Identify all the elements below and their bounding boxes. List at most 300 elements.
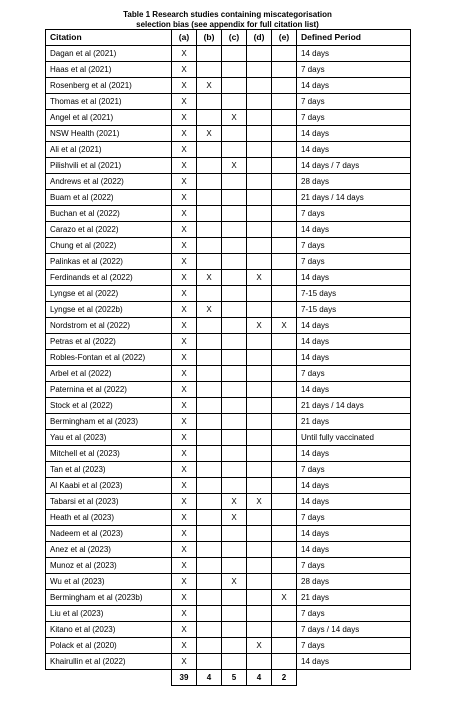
cell-b: X bbox=[197, 270, 222, 286]
cell-a: X bbox=[172, 462, 197, 478]
cell-a: X bbox=[172, 478, 197, 494]
cell-d bbox=[247, 126, 272, 142]
cell-d bbox=[247, 350, 272, 366]
table-row bbox=[46, 222, 411, 238]
cell-defined-period: 7 days bbox=[297, 462, 411, 478]
cell-defined-period: 21 days bbox=[297, 590, 411, 606]
cell-b bbox=[197, 590, 222, 606]
cell-a: X bbox=[172, 286, 197, 302]
cell-e bbox=[272, 398, 297, 414]
cell-defined-period: 14 days bbox=[297, 654, 411, 670]
cell-b bbox=[197, 142, 222, 158]
cell-a: X bbox=[172, 94, 197, 110]
cell-a: X bbox=[172, 654, 197, 670]
cell-citation: Arbel et al (2022) bbox=[46, 366, 172, 382]
cell-b bbox=[197, 430, 222, 446]
cell-c bbox=[222, 478, 247, 494]
table-row bbox=[46, 478, 411, 494]
cell-a: X bbox=[172, 350, 197, 366]
cell-citation: Buchan et al (2022) bbox=[46, 206, 172, 222]
cell-d bbox=[247, 606, 272, 622]
cell-c: X bbox=[222, 494, 247, 510]
cell-defined-period: 14 days bbox=[297, 334, 411, 350]
header-a: (a) bbox=[172, 30, 197, 46]
header-d: (d) bbox=[247, 30, 272, 46]
totals-spacer-right bbox=[297, 670, 411, 686]
cell-d: X bbox=[247, 494, 272, 510]
cell-d bbox=[247, 462, 272, 478]
cell-b: X bbox=[197, 302, 222, 318]
cell-b bbox=[197, 286, 222, 302]
table-row bbox=[46, 350, 411, 366]
cell-c bbox=[222, 46, 247, 62]
cell-b bbox=[197, 478, 222, 494]
cell-a: X bbox=[172, 142, 197, 158]
cell-e bbox=[272, 574, 297, 590]
cell-d bbox=[247, 334, 272, 350]
cell-c bbox=[222, 638, 247, 654]
table-body bbox=[46, 46, 411, 670]
table-row bbox=[46, 206, 411, 222]
cell-defined-period: 7 days bbox=[297, 606, 411, 622]
cell-b bbox=[197, 510, 222, 526]
header-citation: Citation bbox=[46, 30, 172, 46]
table-row bbox=[46, 334, 411, 350]
cell-b bbox=[197, 558, 222, 574]
cell-b bbox=[197, 526, 222, 542]
cell-a: X bbox=[172, 46, 197, 62]
cell-defined-period: 14 days bbox=[297, 78, 411, 94]
cell-d bbox=[247, 206, 272, 222]
cell-defined-period: 14 days bbox=[297, 222, 411, 238]
cell-defined-period: 14 days bbox=[297, 446, 411, 462]
cell-defined-period: 21 days bbox=[297, 414, 411, 430]
cell-defined-period: 7 days bbox=[297, 510, 411, 526]
cell-e bbox=[272, 462, 297, 478]
cell-a: X bbox=[172, 638, 197, 654]
cell-e bbox=[272, 334, 297, 350]
header-b: (b) bbox=[197, 30, 222, 46]
cell-b bbox=[197, 382, 222, 398]
cell-citation: Pilishvili et al (2021) bbox=[46, 158, 172, 174]
cell-defined-period: 14 days bbox=[297, 542, 411, 558]
cell-defined-period: 7 days bbox=[297, 62, 411, 78]
table-row bbox=[46, 574, 411, 590]
cell-e bbox=[272, 174, 297, 190]
cell-e bbox=[272, 270, 297, 286]
cell-e bbox=[272, 382, 297, 398]
cell-d bbox=[247, 302, 272, 318]
cell-c bbox=[222, 622, 247, 638]
cell-defined-period: 14 days bbox=[297, 46, 411, 62]
cell-d: X bbox=[247, 318, 272, 334]
cell-b bbox=[197, 638, 222, 654]
caption-line-2: selection bias (see appendix for full citation list) bbox=[136, 19, 319, 29]
cell-b bbox=[197, 110, 222, 126]
cell-d bbox=[247, 398, 272, 414]
table-row bbox=[46, 270, 411, 286]
cell-c bbox=[222, 382, 247, 398]
table-row bbox=[46, 526, 411, 542]
header-row bbox=[46, 30, 411, 46]
cell-e bbox=[272, 606, 297, 622]
cell-d bbox=[247, 190, 272, 206]
cell-defined-period: 14 days bbox=[297, 478, 411, 494]
cell-d bbox=[247, 174, 272, 190]
cell-c bbox=[222, 526, 247, 542]
cell-b bbox=[197, 606, 222, 622]
cell-d bbox=[247, 366, 272, 382]
cell-a: X bbox=[172, 254, 197, 270]
table-row bbox=[46, 462, 411, 478]
cell-a: X bbox=[172, 590, 197, 606]
cell-b bbox=[197, 190, 222, 206]
cell-citation: Al Kaabi et al (2023) bbox=[46, 478, 172, 494]
total-b: 4 bbox=[197, 670, 222, 686]
cell-c bbox=[222, 62, 247, 78]
table-row bbox=[46, 606, 411, 622]
cell-citation: Rosenberg et al (2021) bbox=[46, 78, 172, 94]
cell-d bbox=[247, 558, 272, 574]
cell-a: X bbox=[172, 334, 197, 350]
cell-c bbox=[222, 590, 247, 606]
cell-a: X bbox=[172, 190, 197, 206]
cell-e bbox=[272, 222, 297, 238]
table-row bbox=[46, 286, 411, 302]
cell-d bbox=[247, 238, 272, 254]
cell-c bbox=[222, 542, 247, 558]
cell-citation: Nadeem et al (2023) bbox=[46, 526, 172, 542]
cell-a: X bbox=[172, 622, 197, 638]
cell-citation: Stock et al (2022) bbox=[46, 398, 172, 414]
cell-defined-period: 7-15 days bbox=[297, 286, 411, 302]
table-row bbox=[46, 398, 411, 414]
cell-citation: Mitchell et al (2023) bbox=[46, 446, 172, 462]
cell-d bbox=[247, 622, 272, 638]
table-row bbox=[46, 46, 411, 62]
cell-c bbox=[222, 318, 247, 334]
cell-citation: Angel et al (2021) bbox=[46, 110, 172, 126]
cell-citation: Khairullin et al (2022) bbox=[46, 654, 172, 670]
cell-c bbox=[222, 462, 247, 478]
cell-a: X bbox=[172, 526, 197, 542]
cell-b bbox=[197, 494, 222, 510]
cell-citation: Munoz et al (2023) bbox=[46, 558, 172, 574]
cell-b: X bbox=[197, 126, 222, 142]
cell-b bbox=[197, 654, 222, 670]
cell-c bbox=[222, 126, 247, 142]
cell-c bbox=[222, 238, 247, 254]
cell-d bbox=[247, 286, 272, 302]
cell-citation: NSW Health (2021) bbox=[46, 126, 172, 142]
cell-defined-period: 7 days bbox=[297, 238, 411, 254]
cell-defined-period: 7-15 days bbox=[297, 302, 411, 318]
cell-citation: Lyngse et al (2022b) bbox=[46, 302, 172, 318]
cell-citation: Heath et al (2023) bbox=[46, 510, 172, 526]
cell-citation: Lyngse et al (2022) bbox=[46, 286, 172, 302]
total-e: 2 bbox=[272, 670, 297, 686]
cell-c bbox=[222, 446, 247, 462]
cell-defined-period: 7 days bbox=[297, 366, 411, 382]
cell-defined-period: 7 days bbox=[297, 638, 411, 654]
cell-c bbox=[222, 414, 247, 430]
cell-a: X bbox=[172, 158, 197, 174]
table-row bbox=[46, 382, 411, 398]
cell-c: X bbox=[222, 510, 247, 526]
cell-e bbox=[272, 238, 297, 254]
cell-e bbox=[272, 286, 297, 302]
cell-d bbox=[247, 414, 272, 430]
table-row bbox=[46, 302, 411, 318]
cell-b bbox=[197, 318, 222, 334]
cell-c bbox=[222, 366, 247, 382]
cell-e bbox=[272, 110, 297, 126]
cell-citation: Petras et al (2022) bbox=[46, 334, 172, 350]
table-row bbox=[46, 190, 411, 206]
cell-defined-period: Until fully vaccinated bbox=[297, 430, 411, 446]
cell-b bbox=[197, 334, 222, 350]
cell-defined-period: 28 days bbox=[297, 174, 411, 190]
cell-e bbox=[272, 126, 297, 142]
table-row bbox=[46, 430, 411, 446]
cell-a: X bbox=[172, 446, 197, 462]
table-row bbox=[46, 94, 411, 110]
table-row bbox=[46, 414, 411, 430]
cell-d bbox=[247, 46, 272, 62]
table-row bbox=[46, 78, 411, 94]
cell-c bbox=[222, 190, 247, 206]
cell-e bbox=[272, 190, 297, 206]
cell-citation: Tan et al (2023) bbox=[46, 462, 172, 478]
cell-a: X bbox=[172, 414, 197, 430]
cell-c bbox=[222, 270, 247, 286]
cell-citation: Kitano et al (2023) bbox=[46, 622, 172, 638]
cell-b bbox=[197, 574, 222, 590]
cell-d bbox=[247, 142, 272, 158]
cell-a: X bbox=[172, 270, 197, 286]
cell-c bbox=[222, 302, 247, 318]
cell-b bbox=[197, 350, 222, 366]
table-row bbox=[46, 126, 411, 142]
cell-e bbox=[272, 142, 297, 158]
cell-citation: Anez et al (2023) bbox=[46, 542, 172, 558]
cell-citation: Dagan et al (2021) bbox=[46, 46, 172, 62]
cell-b bbox=[197, 622, 222, 638]
cell-c bbox=[222, 142, 247, 158]
cell-defined-period: 14 days bbox=[297, 382, 411, 398]
cell-a: X bbox=[172, 318, 197, 334]
cell-c: X bbox=[222, 158, 247, 174]
cell-e bbox=[272, 350, 297, 366]
cell-d bbox=[247, 510, 272, 526]
research-studies-table bbox=[45, 29, 411, 686]
cell-citation: Haas et al (2021) bbox=[46, 62, 172, 78]
cell-defined-period: 7 days bbox=[297, 94, 411, 110]
cell-a: X bbox=[172, 382, 197, 398]
cell-d bbox=[247, 222, 272, 238]
cell-c bbox=[222, 206, 247, 222]
cell-defined-period: 14 days / 7 days bbox=[297, 158, 411, 174]
header-c: (c) bbox=[222, 30, 247, 46]
table-row bbox=[46, 174, 411, 190]
cell-defined-period: 7 days / 14 days bbox=[297, 622, 411, 638]
cell-a: X bbox=[172, 126, 197, 142]
cell-citation: Nordstrom et al (2022) bbox=[46, 318, 172, 334]
table-row bbox=[46, 238, 411, 254]
cell-citation: Thomas et al (2021) bbox=[46, 94, 172, 110]
cell-defined-period: 7 days bbox=[297, 110, 411, 126]
cell-e bbox=[272, 446, 297, 462]
cell-c bbox=[222, 78, 247, 94]
cell-c bbox=[222, 334, 247, 350]
cell-defined-period: 28 days bbox=[297, 574, 411, 590]
cell-c bbox=[222, 254, 247, 270]
cell-b bbox=[197, 254, 222, 270]
cell-e bbox=[272, 542, 297, 558]
cell-c bbox=[222, 606, 247, 622]
cell-b bbox=[197, 158, 222, 174]
cell-citation: Palinkas et al (2022) bbox=[46, 254, 172, 270]
cell-a: X bbox=[172, 78, 197, 94]
cell-b bbox=[197, 206, 222, 222]
cell-a: X bbox=[172, 574, 197, 590]
cell-citation: Carazo et al (2022) bbox=[46, 222, 172, 238]
cell-a: X bbox=[172, 542, 197, 558]
cell-c bbox=[222, 222, 247, 238]
cell-a: X bbox=[172, 606, 197, 622]
cell-defined-period: 14 days bbox=[297, 142, 411, 158]
cell-a: X bbox=[172, 174, 197, 190]
cell-a: X bbox=[172, 222, 197, 238]
cell-c: X bbox=[222, 574, 247, 590]
table-row bbox=[46, 510, 411, 526]
cell-a: X bbox=[172, 494, 197, 510]
cell-defined-period: 14 days bbox=[297, 126, 411, 142]
cell-citation: Ferdinands et al (2022) bbox=[46, 270, 172, 286]
cell-c bbox=[222, 654, 247, 670]
cell-citation: Bermingham et al (2023b) bbox=[46, 590, 172, 606]
cell-c bbox=[222, 286, 247, 302]
cell-e bbox=[272, 638, 297, 654]
header-defined-period: Defined Period bbox=[297, 30, 411, 46]
total-d: 4 bbox=[247, 670, 272, 686]
cell-citation: Buam et al (2022) bbox=[46, 190, 172, 206]
cell-a: X bbox=[172, 430, 197, 446]
cell-e: X bbox=[272, 318, 297, 334]
caption-line-1: Table 1 Research studies containing miscategorisation bbox=[123, 10, 332, 19]
cell-e: X bbox=[272, 590, 297, 606]
cell-d bbox=[247, 110, 272, 126]
cell-e bbox=[272, 510, 297, 526]
cell-e bbox=[272, 654, 297, 670]
cell-b bbox=[197, 62, 222, 78]
cell-a: X bbox=[172, 62, 197, 78]
cell-b bbox=[197, 238, 222, 254]
cell-b bbox=[197, 94, 222, 110]
total-c: 5 bbox=[222, 670, 247, 686]
cell-e bbox=[272, 94, 297, 110]
cell-b bbox=[197, 414, 222, 430]
table-row bbox=[46, 142, 411, 158]
cell-e bbox=[272, 254, 297, 270]
cell-defined-period: 21 days / 14 days bbox=[297, 398, 411, 414]
cell-e bbox=[272, 558, 297, 574]
table-row bbox=[46, 622, 411, 638]
cell-c bbox=[222, 174, 247, 190]
table-row bbox=[46, 318, 411, 334]
cell-citation: Yau et al (2023) bbox=[46, 430, 172, 446]
cell-a: X bbox=[172, 302, 197, 318]
cell-citation: Polack et al (2020) bbox=[46, 638, 172, 654]
cell-e bbox=[272, 526, 297, 542]
table-row bbox=[46, 254, 411, 270]
cell-citation: Paternina et al (2022) bbox=[46, 382, 172, 398]
cell-defined-period: 21 days / 14 days bbox=[297, 190, 411, 206]
cell-d bbox=[247, 478, 272, 494]
cell-b: X bbox=[197, 78, 222, 94]
cell-d bbox=[247, 430, 272, 446]
table-row bbox=[46, 638, 411, 654]
cell-citation: Wu et al (2023) bbox=[46, 574, 172, 590]
cell-d bbox=[247, 254, 272, 270]
cell-d bbox=[247, 446, 272, 462]
cell-a: X bbox=[172, 558, 197, 574]
cell-d bbox=[247, 78, 272, 94]
cell-b bbox=[197, 366, 222, 382]
cell-b bbox=[197, 446, 222, 462]
header-e: (e) bbox=[272, 30, 297, 46]
cell-defined-period: 14 days bbox=[297, 270, 411, 286]
cell-citation: Liu et al (2023) bbox=[46, 606, 172, 622]
cell-e bbox=[272, 366, 297, 382]
cell-defined-period: 14 days bbox=[297, 350, 411, 366]
table-row bbox=[46, 446, 411, 462]
table-row bbox=[46, 494, 411, 510]
cell-d bbox=[247, 94, 272, 110]
cell-c bbox=[222, 558, 247, 574]
cell-e bbox=[272, 414, 297, 430]
cell-defined-period: 14 days bbox=[297, 526, 411, 542]
cell-e bbox=[272, 206, 297, 222]
cell-citation: Ali et al (2021) bbox=[46, 142, 172, 158]
cell-e bbox=[272, 78, 297, 94]
cell-citation: Tabarsi et al (2023) bbox=[46, 494, 172, 510]
cell-d bbox=[247, 542, 272, 558]
cell-citation: Andrews et al (2022) bbox=[46, 174, 172, 190]
cell-defined-period: 14 days bbox=[297, 318, 411, 334]
cell-a: X bbox=[172, 206, 197, 222]
cell-b bbox=[197, 46, 222, 62]
cell-defined-period: 7 days bbox=[297, 558, 411, 574]
cell-citation: Robles-Fontan et al (2022) bbox=[46, 350, 172, 366]
cell-defined-period: 7 days bbox=[297, 254, 411, 270]
table-caption bbox=[0, 10, 455, 29]
cell-e bbox=[272, 302, 297, 318]
cell-d: X bbox=[247, 270, 272, 286]
cell-e bbox=[272, 478, 297, 494]
table-row bbox=[46, 542, 411, 558]
cell-d: X bbox=[247, 638, 272, 654]
cell-b bbox=[197, 174, 222, 190]
cell-c bbox=[222, 430, 247, 446]
cell-d bbox=[247, 382, 272, 398]
totals-row bbox=[46, 670, 411, 686]
cell-a: X bbox=[172, 510, 197, 526]
cell-b bbox=[197, 462, 222, 478]
cell-a: X bbox=[172, 110, 197, 126]
table-row bbox=[46, 62, 411, 78]
cell-b bbox=[197, 542, 222, 558]
